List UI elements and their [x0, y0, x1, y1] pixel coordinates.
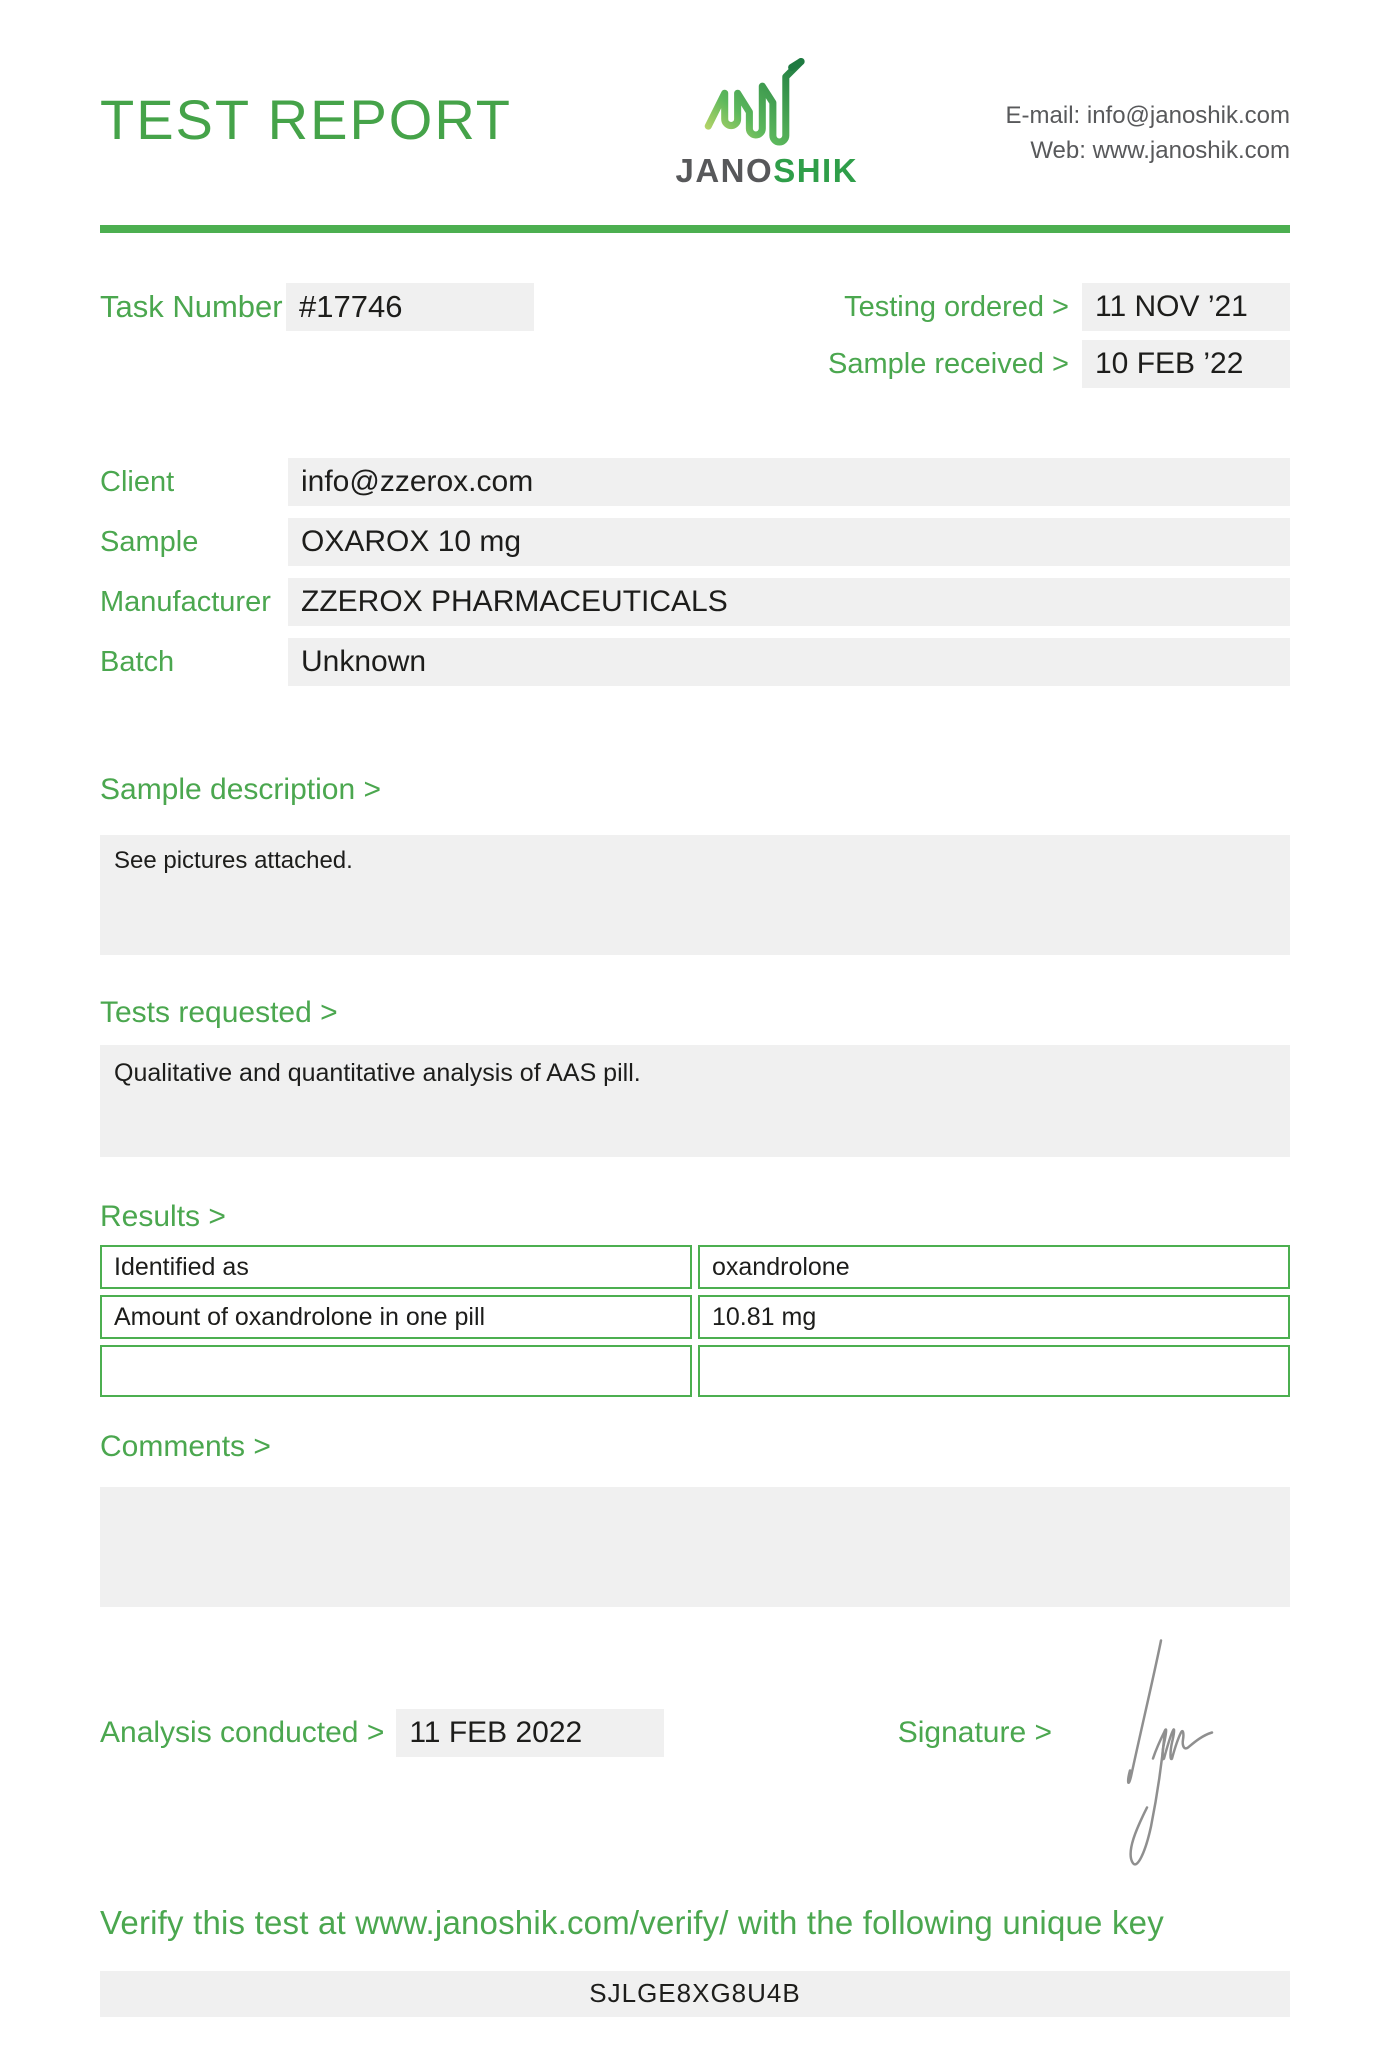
table-row: [100, 1245, 1290, 1289]
results-table: [94, 1239, 1296, 1403]
comments-heading: Comments >: [100, 1430, 271, 1463]
info-row-batch: [100, 638, 1290, 686]
testing-ordered-value: 11 NOV ’21: [1082, 283, 1290, 331]
batch-label: Batch: [100, 645, 175, 678]
sample-received-row: [828, 340, 1290, 388]
table-row: [100, 1345, 1290, 1397]
analysis-conducted-label: Analysis conducted >: [100, 1716, 385, 1749]
analysis-date-value: 11 FEB 2022: [396, 1709, 664, 1757]
unique-key: SJLGE8XG8U4B: [100, 1971, 1290, 2017]
client-label: Client: [100, 465, 175, 498]
logo-text-shik: SHIK: [773, 152, 859, 189]
results-heading: Results >: [100, 1200, 226, 1233]
result-value-cell: [698, 1345, 1290, 1397]
contact-email-line: [1006, 98, 1290, 133]
task-section: [100, 283, 1290, 388]
contact-web-line: [1006, 133, 1290, 168]
sample-received-value: 10 FEB ’22: [1082, 340, 1290, 388]
contact-web-label: Web:: [1030, 137, 1086, 164]
sample-received-label: Sample received >: [828, 347, 1069, 380]
batch-value: Unknown: [288, 638, 1290, 686]
report-header: [100, 58, 1290, 225]
handwritten-signature: [1118, 1628, 1298, 1883]
tests-requested-box: Qualitative and quantitative analysis of AAS pill.: [100, 1045, 1290, 1157]
header-divider: [100, 225, 1290, 233]
dates-block: [828, 283, 1290, 388]
result-value-cell: 10.81 mg: [698, 1295, 1290, 1339]
task-number-row: [100, 283, 534, 331]
manufacturer-value: ZZEROX PHARMACEUTICALS: [288, 578, 1290, 626]
janoshik-logo-text: [676, 154, 859, 187]
info-row-sample: [100, 518, 1290, 566]
logo-text-jano: JANO: [675, 152, 774, 189]
analysis-row: [100, 1709, 1290, 1757]
sample-value: OXAROX 10 mg: [288, 518, 1290, 566]
contact-email-label: E-mail:: [1005, 102, 1081, 129]
contact-web-value: www.janoshik.com: [1092, 137, 1290, 164]
comments-box: [100, 1487, 1290, 1607]
result-value-cell: oxandrolone: [698, 1245, 1290, 1289]
task-number-label: Task Number: [100, 289, 283, 325]
manufacturer-label: Manufacturer: [100, 585, 271, 618]
sample-description-heading: Sample description >: [100, 773, 381, 806]
task-number-value: #17746: [286, 283, 534, 331]
testing-ordered-row: [828, 283, 1290, 331]
client-value: info@zzerox.com: [288, 458, 1290, 506]
sample-description-box: See pictures attached.: [100, 835, 1290, 955]
contact-email-value: info@janoshik.com: [1086, 102, 1290, 129]
sample-info-section: [100, 458, 1290, 686]
result-name-cell: Amount of oxandrolone in one pill: [100, 1295, 692, 1339]
result-name-cell: Identified as: [100, 1245, 692, 1289]
info-row-client: [100, 458, 1290, 506]
testing-ordered-label: Testing ordered >: [844, 290, 1069, 323]
janoshik-logo: [676, 58, 859, 225]
signature-label: Signature >: [897, 1716, 1052, 1749]
page-title: TEST REPORT: [100, 88, 513, 151]
info-row-manufacturer: [100, 578, 1290, 626]
result-name-cell: [100, 1345, 692, 1397]
verify-instruction: Verify this test at www.janoshik.com/verify/ with the following unique key: [100, 1904, 1164, 1941]
sample-label: Sample: [100, 525, 199, 558]
contact-info: [1006, 98, 1290, 225]
tests-requested-heading: Tests requested >: [100, 996, 338, 1029]
table-row: [100, 1295, 1290, 1339]
growth-chart-icon: [692, 58, 842, 152]
